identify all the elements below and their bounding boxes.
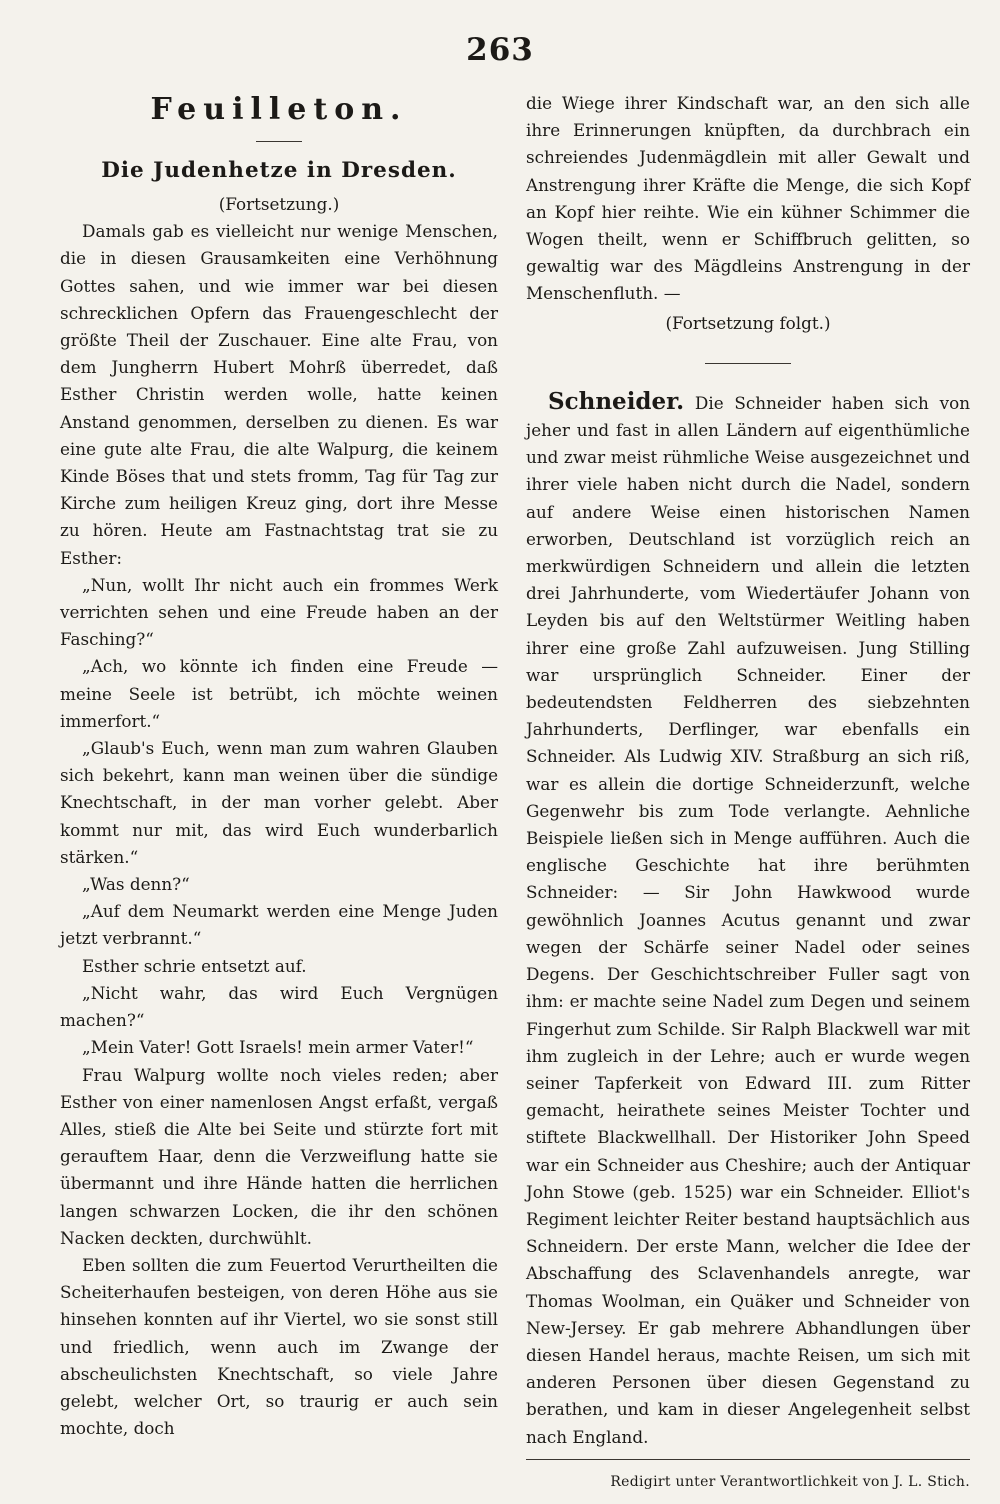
paragraph: „Was denn?“ <box>82 874 190 895</box>
article-title: Schneider. <box>548 387 685 415</box>
divider <box>256 141 302 142</box>
right-column <box>526 90 970 1490</box>
left-column <box>60 90 498 1442</box>
paragraph: „Nun, wollt Ihr nicht auch ein frommes Werk verrichten sehen und eine Freude haben an der Fasching?“ <box>60 574 498 650</box>
section-title: Feuilleton. <box>150 92 408 127</box>
divider <box>526 1459 970 1460</box>
paragraph: „Ach, wo könnte ich finden eine Freude — meine Seele ist betrübt, ich möchte weinen immerfort.“ <box>60 656 498 731</box>
paragraph: Esther schrie entsetzt auf. <box>82 955 307 976</box>
paragraph: Eben sollten die zum Feuertod Verurtheilten die Scheiterhaufen besteigen, von deren Höhe aus sie hinsehen konnten auf ihr Viertel, wo sie sonst still und friedlich, wenn auch im Zwange der abscheulichsten Knechtschaft, so viele Jahre gelebt, welcher Ort, so traurig er auch sein mochte, doch <box>60 1254 498 1439</box>
paragraph: Damals gab es vielleicht nur wenige Menschen, die in diesen Grausamkeiten eine Verhöhnung Gottes sahen, und wie immer war bei diesen schrecklichen Opfern das Frauengeschlecht der größte Theil der Zuschauer. Eine alte Frau, von dem Jungherrn Hubert Mohrß überredet, daß Esther Christin werden wolle, hatte keinen Anstand genommen, derselben zu dienen. Es war eine gute alte Frau, die alte Walpurg, die keinem Kinde Böses that und stets fromm, Tag für Tag zur Kirche zum heiligen Kreuz ging, dort ihre Messe zu hören. Heute am Fastnachtstag trat sie zu Esther: <box>60 221 498 568</box>
continued-text: die Wiege ihrer Kindschaft war, an den sich alle ihre Erinnerungen knüpften, da durchbrach ein schreiendes Judenmägdlein mit aller Gewalt und Anstrengung ihrer Kräfte die Menge, die sich Kopf an Kopf hier reihte. Wie ein kühner Schimmer die Wogen theilt, wenn er Schiffbruch gelitten, so gewaltig war des Mägdleins Anstrengung in der Menschenfluth. — <box>526 93 970 304</box>
editor-footer: Redigirt unter Verantwortlichkeit von J. L. Stich. <box>610 1473 970 1490</box>
page-number: 263 <box>466 32 534 68</box>
article-paragraph <box>526 388 970 1451</box>
divider <box>705 363 791 364</box>
continuation-note: (Fortsetzung.) <box>218 194 340 214</box>
paragraph: „Glaub's Euch, wenn man zum wahren Glauben sich bekehrt, kann man weinen über die sündige Knechtschaft, in der man vorher gelebt. Aber kommt nur mit, das wird Euch wunderbarlich stärken.“ <box>60 738 498 867</box>
paragraph: „Auf dem Neumarkt werden eine Menge Juden jetzt verbrannt.“ <box>60 901 498 949</box>
article-title: Die Judenhetze in Dresden. <box>101 158 457 183</box>
to-be-continued: (Fortsetzung folgt.) <box>665 312 831 333</box>
paragraph: „Mein Vater! Gott Israels! mein armer Vater!“ <box>82 1037 474 1058</box>
paragraph: „Nicht wahr, das wird Euch Vergnügen machen?“ <box>60 982 498 1031</box>
paragraph: Frau Walpurg wollte noch vieles reden; aber Esther von einer namenlosen Angst erfaßt, vergaß Alles, stieß die Alte bei Seite und stürzte fort mit gerauftem Haar, denn die Verzweiflung hatte sie übermannt und ihre Hände hatten die herrlichen langen schwarzen Locken, die ihr den schönen Nacken deckten, durchwühlt. <box>60 1064 498 1248</box>
article-text: Die Schneider haben sich von jeher und fast in allen Ländern auf eigenthümliche und zwar meist rühmliche Weise ausgezeichnet und ihrer viele haben nicht durch die Nadel, sondern auf andere Weise einen historischen Namen erworben, Deutschland ist vorzüglich reich an merkwürdigen Schneidern und allein die letzten drei Jahrhunderte, vom Wiedertäufer Johann von Leyden bis auf den Weltstürmer Weitling haben ihrer eine große Zahl aufzuweisen. Jung Stilling war ursprünglich Schneider. Einer der bedeutendsten Feldherren des siebzehnten Jahrhunderts, Derflinger, war ebenfalls ein Schneider. Als Ludwig XIV. Straßburg an sich riß, war es allein die dortige Schneiderzunft, welche Gegenwehr bis zum Tode verlangte. Aehnliche Beispiele ließen sich in Menge aufführen. Auch die englische Geschichte hat ihre berühmten Schneider: — Sir John Hawkwood wurde gewöhnlich Joannes Acutus genannt und zwar wegen der Schärfe seiner Nadel oder seines Degens. Der Geschichtschreiber Fuller sagt von ihm: er machte seine Nadel zum Degen und seinem Fingerhut zum Schilde. Sir Ralph Blackwell war mit ihm zugleich in der Lehre; auch er wurde wegen seiner Tapferkeit von Edward III. zum Ritter gemacht, heirathete seines Meister Tochter und stiftete Blackwellhall. Der Historiker John Speed war ein Schneider aus Cheshire; auch der Antiquar John Stowe (geb. 1525) war ein Schneider. Elliot's Regiment leichter Reiter bestand hauptsächlich aus Schneidern. Der erste Mann, welcher die Idee der Abschaffung des Sclavenhandels anregte, war Thomas Woolman, ein Quäker und Schneider von New-Jersey. Er gab mehrere Abhandlungen über diesen Handel heraus, machte Reisen, um sich mit anderen Personen über diesen Gegenstand zu berathen, und kam in dieser Angelegenheit selbst nach England. <box>526 392 970 1447</box>
